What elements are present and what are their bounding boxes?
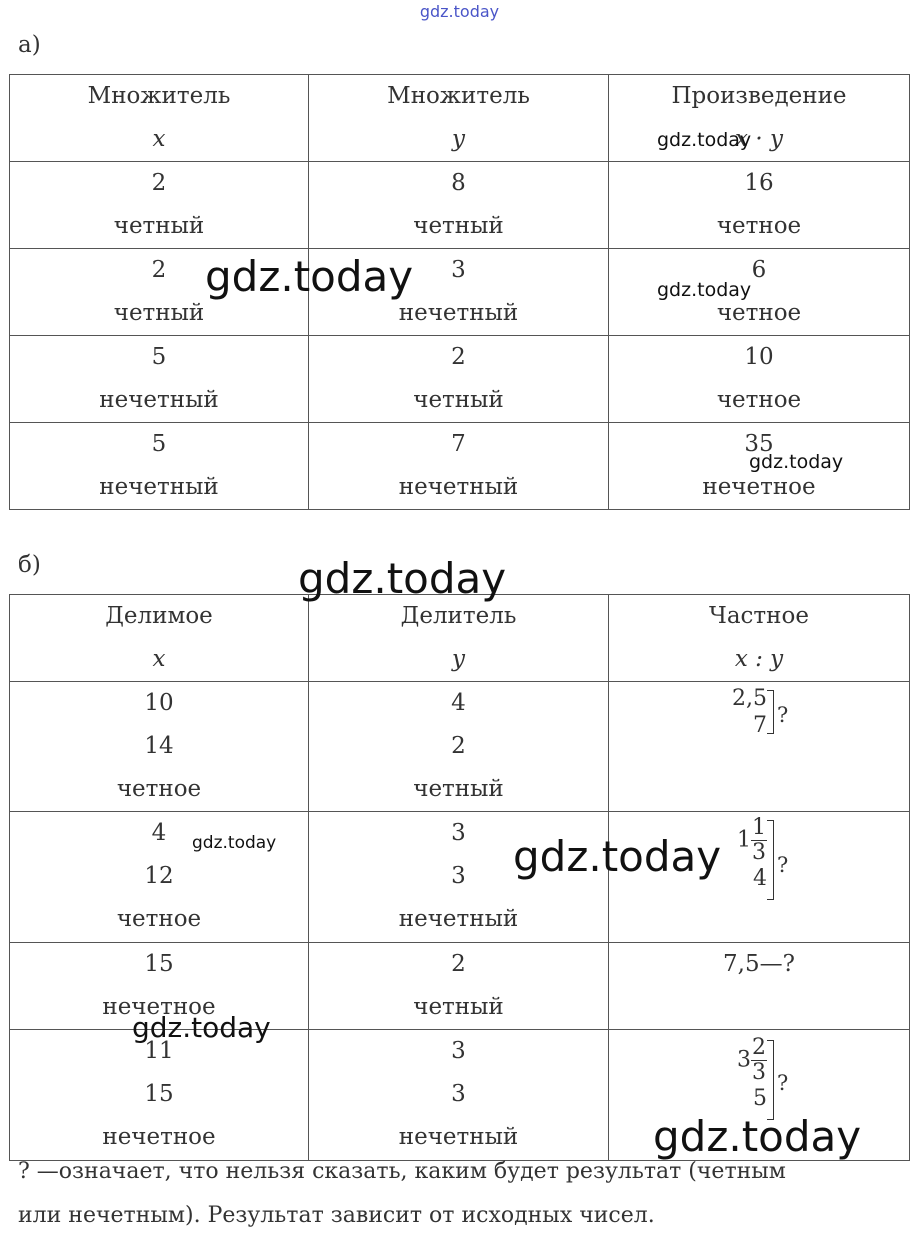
watermark-text: gdz.today (205, 252, 414, 301)
table-row: 10 14 четное 4 2 четный 2,5 7 ? (10, 682, 910, 812)
watermark-text: gdz.today (513, 832, 722, 881)
bracket-mark (767, 690, 774, 734)
table-row: 2 четный 3 нечетный 6 четное (10, 249, 910, 336)
table-header-row (10, 595, 910, 682)
table-row: 4 12 четное 3 3 нечетный 1 $\frac{1}{3}$ 4 ? (10, 812, 910, 943)
table-header-row (10, 75, 910, 162)
watermark-text: gdz.today (192, 833, 277, 853)
part-a-label: а) (18, 32, 41, 58)
watermark-text: gdz.today (657, 279, 752, 301)
mixed-fraction: 3 $\frac{2}{3}$ (737, 1035, 766, 1085)
quotient-cell: 2,5 7 ? (609, 682, 910, 812)
mixed-fraction: 1 $\frac{1}{3}$ (737, 815, 766, 865)
part-b-label: б) (18, 552, 41, 578)
header-cell: Частное x : y (609, 595, 910, 682)
bracket-mark (767, 820, 774, 900)
table-row: 15 нечетное 2 четный 7,5—? (10, 943, 910, 1030)
watermark-text: gdz.today (132, 1011, 271, 1044)
table-row: 5 нечетный 7 нечетный 35 нечетное (10, 423, 910, 510)
division-table (9, 594, 910, 1161)
watermark-text: gdz.today (298, 554, 507, 603)
watermark-text: gdz.today (653, 1112, 862, 1161)
header-cell: Произведение x · y (609, 75, 910, 162)
table-row: 2 четный 8 четный 16 четное (10, 162, 910, 249)
footnote: ? —означает, что нельзя сказать, каким будет результат (четным или нечетным). Результат зависит от исходных чисел. (18, 1159, 786, 1228)
watermark-text: gdz.today (749, 451, 844, 473)
quotient-cell: 3 $\frac{2}{3}$ 5 ? (609, 1030, 910, 1161)
header-cell: Множитель x (10, 75, 309, 162)
header-cell: Множитель y (309, 75, 609, 162)
multiplication-table (9, 74, 910, 510)
watermark-text: gdz.today (657, 129, 752, 151)
top-watermark: gdz.today (419, 2, 500, 21)
header-cell: Делитель y (309, 595, 609, 682)
table-row: 5 нечетный 2 четный 10 четное (10, 336, 910, 423)
table-row: 11 15 нечетное 3 3 нечетный 3 $\frac{2}{3}$ 5 ? (10, 1030, 910, 1161)
header-cell: Делимое x (10, 595, 309, 682)
quotient-cell: 1 $\frac{1}{3}$ 4 ? (609, 812, 910, 943)
bracket-mark (767, 1040, 774, 1120)
